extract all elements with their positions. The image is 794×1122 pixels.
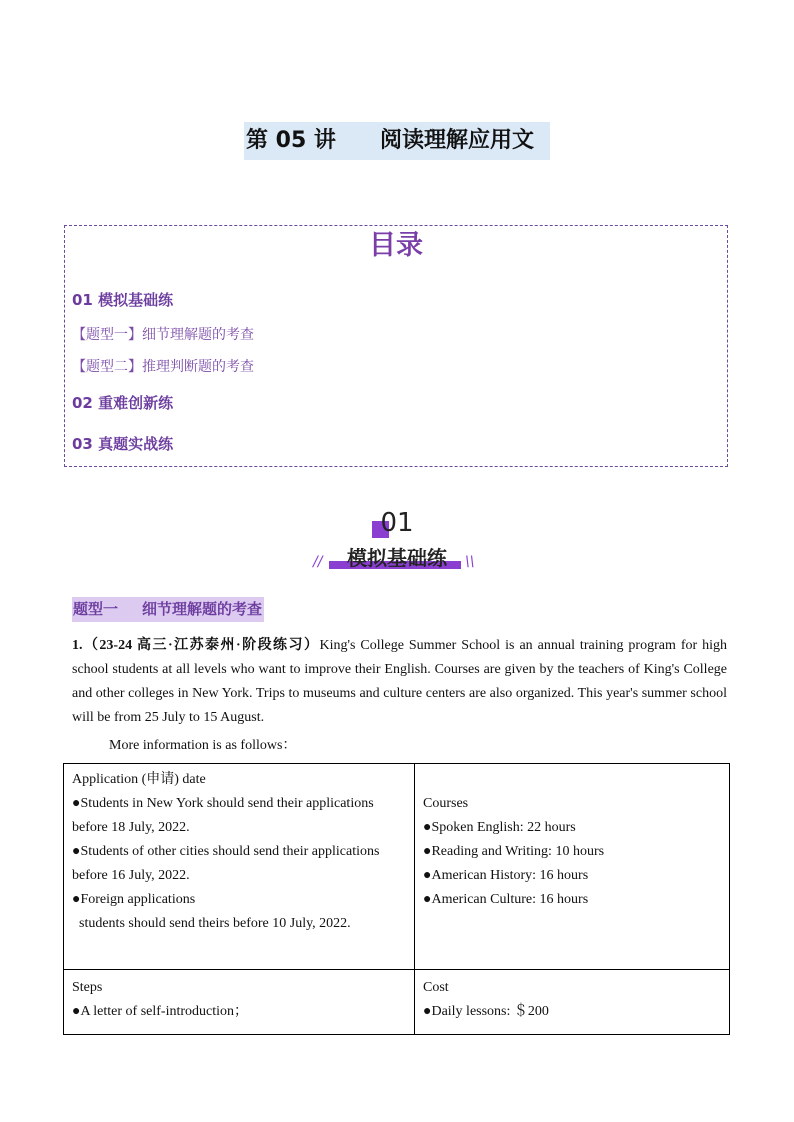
page-title xyxy=(244,122,550,160)
course-line: ●American Culture: 16 hours xyxy=(423,892,589,907)
table-of-contents xyxy=(64,225,728,467)
course-line: ●Spoken English: 22 hours xyxy=(423,820,576,835)
course-line: ●American History: 16 hours xyxy=(423,868,589,883)
toc-item-real[interactable]: 03 真题实战练 xyxy=(72,435,174,453)
question-source: （23-24 高三·江苏泰州·阶段练习） xyxy=(82,638,320,653)
cost-heading: Cost xyxy=(423,980,449,995)
question-type-text: 细节理解题的考查 xyxy=(142,600,263,618)
lecture-topic: 阅读理解应用文 xyxy=(380,128,535,153)
cost-cell xyxy=(415,970,730,1035)
toc-item-basic[interactable]: 01 模拟基础练 xyxy=(72,291,174,309)
right-slash-decoration: \\ xyxy=(465,554,475,570)
section-number: 01 xyxy=(380,508,414,538)
toc-item-type2[interactable]: 【题型二】推理判断题的考查 xyxy=(72,359,254,375)
application-cell xyxy=(64,764,415,970)
passage-text: King's College Summer School is an annual training program for high school students at all levels who want to improve their English. Courses are given by the teachers of King's College and other colleges in New York. Trips to museums and culture centers are also organized. This year's summer school will be from 25 July to 15 August. xyxy=(72,638,728,725)
toc-item-type1[interactable]: 【题型一】细节理解题的考查 xyxy=(72,327,254,343)
left-slash-decoration: // xyxy=(313,554,323,570)
more-info-line: More information is as follows： xyxy=(109,738,297,753)
lecture-number: 第 05 讲 xyxy=(246,128,336,153)
application-line: before 16 July, 2022. xyxy=(72,868,190,883)
toc-item-advanced[interactable]: 02 重难创新练 xyxy=(72,394,174,412)
application-line: before 18 July, 2022. xyxy=(72,820,190,835)
application-line: ●Students in New York should send their applications xyxy=(72,796,374,811)
toc-heading: 目录 xyxy=(369,230,423,261)
application-line: ●Students of other cities should send their applications xyxy=(72,844,380,859)
steps-cell xyxy=(64,970,415,1035)
steps-heading: Steps xyxy=(72,980,103,995)
course-line: ●Reading and Writing: 10 hours xyxy=(423,844,605,859)
question-passage xyxy=(72,634,727,730)
cost-line: ●Daily lessons: ＄200 xyxy=(423,1004,549,1019)
question-number: 1. xyxy=(72,638,83,653)
steps-line: ●A letter of self-introduction； xyxy=(72,1004,249,1019)
question-type-tag: 题型一 xyxy=(73,600,119,618)
section-title: 模拟基础练 xyxy=(347,546,447,570)
courses-cell xyxy=(415,764,730,970)
application-heading: Application (申请) date xyxy=(72,772,206,787)
application-line: ●Foreign applications xyxy=(72,892,196,907)
question-type-heading xyxy=(72,597,264,622)
info-table xyxy=(63,763,730,1035)
courses-heading: Courses xyxy=(423,796,469,811)
table-row xyxy=(64,764,730,970)
table-row xyxy=(64,970,730,1035)
application-line: students should send theirs before 10 July, 2022. xyxy=(72,916,351,931)
